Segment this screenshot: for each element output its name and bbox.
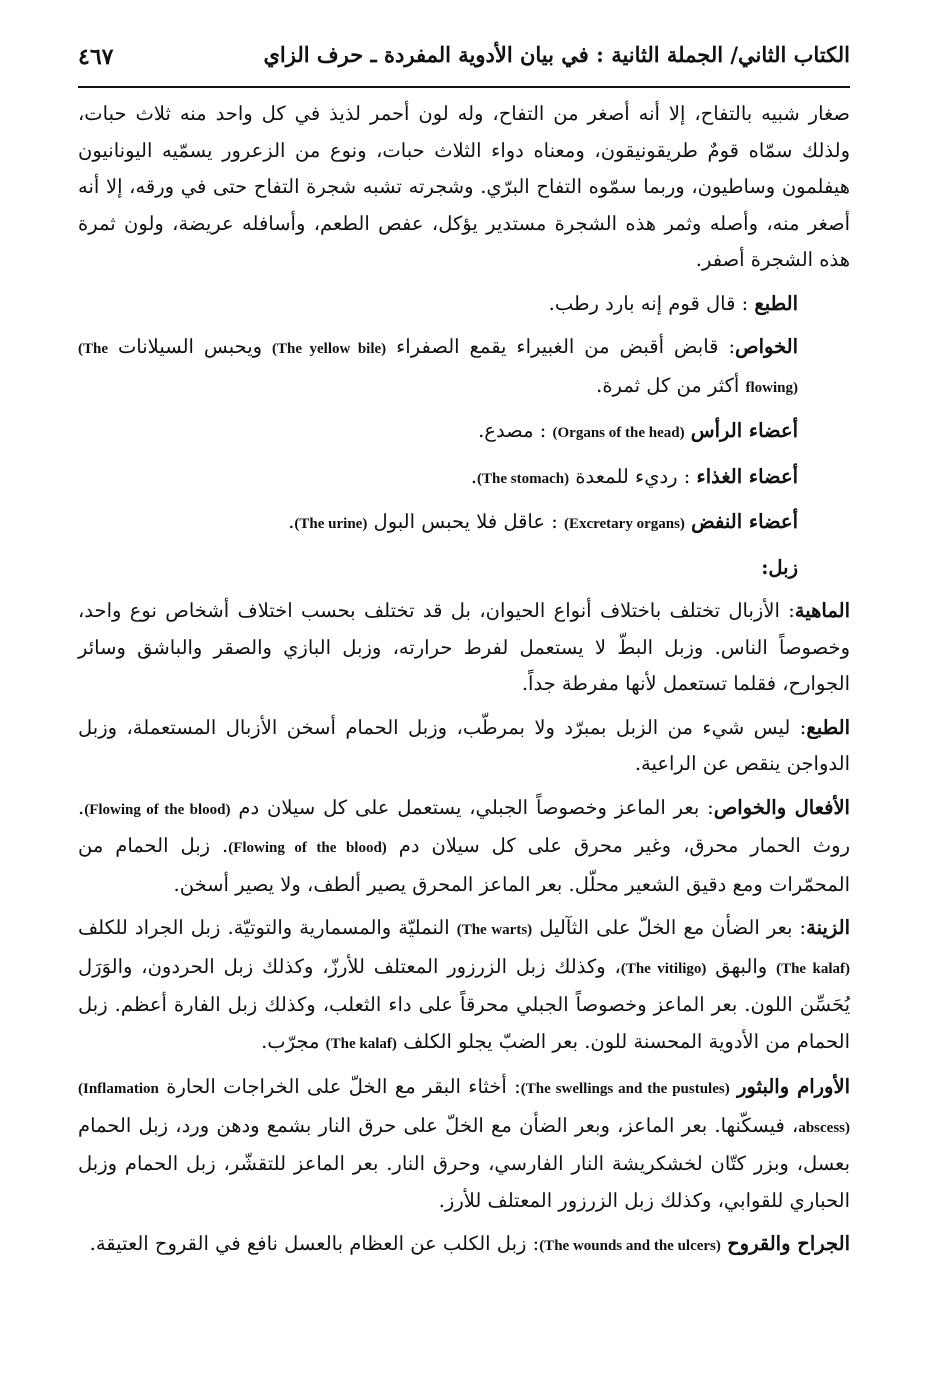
paragraph-essence [78,593,850,703]
entry-term: الماهية [794,599,850,622]
paragraph-text: النمليّة والمسمارية والتوتيّة. زبل الجراد للكلف [78,916,450,939]
paragraph-text: : قال قوم إنه بارد رطب. [548,291,749,315]
paragraph-excretory-organs [78,504,850,543]
running-title: الكتاب الثاني/ الجملة الثانية : في بيان الأدوية المفردة ـ حرف الزاي [263,42,850,67]
entry-term: أعضاء النفض [691,510,798,533]
entry-term: الأفعال والخواص [713,795,850,819]
english-gloss: (The wounds and the ulcers) [539,1238,721,1254]
entry-term: الطبع [754,291,798,315]
paragraph-wounds [78,1226,850,1265]
paragraph-nature [78,286,850,323]
paragraph-description [78,96,850,279]
paragraph-text: . [288,510,295,533]
paragraph-text: . [470,464,478,488]
paragraph-text: ويحبس السيلانات [117,335,263,358]
english-gloss: (Flowing of the blood) [84,801,231,818]
paragraph-text: : بعر الضأن مع الخلّ على الثآليل [539,916,807,939]
english-gloss: (Excretary organs) [563,516,685,532]
entry-term: أعضاء الغذاء [696,464,798,488]
page-number: ٤٦٧ [78,44,114,70]
paragraph-text: مجرّب. [261,1029,320,1053]
paragraph-text: : رديء للمعدة [575,464,691,488]
english-gloss: (The swellings and the pustules) [520,1081,730,1097]
paragraph-text: . روث الحمار محرق، وغير محرق على كل سيلان دم [78,795,850,857]
entry-heading: زبل: [761,555,798,579]
english-gloss: (The kalaf) [325,1035,397,1052]
paragraph-text: أكثر من كل ثمرة. [596,373,740,397]
entry-term: الجراح والقروح [727,1232,850,1255]
paragraph-text: صغار شبيه بالتفاح، إلا أنه أصغر من التفاح، وله لون أحمر لذيذ في كل واحد منه ثلاث حبات، ولذلك سمّاه قومٌ طريقونيقون، ومعناه دواء الثلاث حبات، ونوع من الزعرور يسمّيه اليونانيون هيفلمون وساطيون، وربما سمّوه التفاح البرّي. وشجرته تشبه شجرة التفاح حتى في ورقه، إلا أنه أصغر منه، وأصله وثمر هذه الشجرة مستدير يؤكل، عفص الطعم، وأسافله عريضة، ولون ثمرة هذه الشجرة أصفر. [78,102,850,271]
paragraph-text: : قابض أقبض من الغبيراء يقمع الصفراء [396,335,736,358]
paragraph-text: والبهق [715,954,768,978]
paragraph-text: : أخثاء البقر مع الخلّ على الخراجات الحارة [166,1075,521,1098]
book-page [78,38,850,1373]
paragraph-text: ، فيسكّنها. بعر الماعز، وبعر الضأن مع الخلّ على حرق النار بشمع ودهن ورد، زبل الحمام بعسل، وبزر كتّان لخشكريشة النار الفارسي، وحرق النار. بعر الماعز للتقشّر، زبل الحمام وزبل الحباري للقوابي، وكذلك زبل الزرزور المعتلف للأرز. [78,1113,850,1212]
english-gloss: (The flowing) [78,341,798,396]
paragraph-text: : ليس شيء من الزبل بمبرّد ولا بمرطّب، وزبل الحمام أسخن الأزبال المستعملة، وزبل الدواجن ينقص عن الراعية. [78,715,850,775]
paragraph-nutrition-organs [78,459,850,498]
entry-term: أعضاء الرأس [690,419,798,442]
paragraph-text: . زبل الحمام من المحمّرات ومع دقيق الشعير محلّل. بعر الماعز المحرق يصير ألطف، ولا يصير أسخن. [78,834,850,896]
paragraph-cosmetics [78,910,850,1062]
english-gloss: (Organs of the head) [552,425,685,441]
english-gloss: (The vitiligo) [620,960,707,977]
paragraph-text: : الأزبال تختلف باختلاف أنواع الحيوان، بل قد تختلف بحسب اختلاف أشخاص نوع واحد، وخصوصاً الناس. وزبل البطّ لا يستعمل لفرط حرارته، وزبل البازي والصقر والباشق وسائر الجوارح، فقلما تستعمل لأنها مفرطة جداً. [78,599,850,695]
paragraph-text: : زبل الكلب عن العظام بالعسل نافع في القروح العتيقة. [89,1232,540,1255]
english-gloss: (The yellow bile) [272,341,387,357]
english-gloss: (The stomach) [477,470,570,487]
page-body [78,88,850,1265]
english-gloss: (The kalaf) [776,960,850,977]
entry-heading-zibl [78,550,850,587]
english-gloss: (The urine) [294,516,368,532]
entry-term: الخواص [735,335,799,358]
paragraph-nature-2 [78,710,850,783]
english-gloss: (Inflamation abscess) [78,1081,850,1136]
paragraph-text: : بعر الماعز وخصوصاً الجبلي، يستعمل على كل سيلان دم [238,795,714,819]
paragraph-text: : عاقل فلا يحبس البول [373,510,558,533]
paragraph-head-organs [78,413,850,452]
paragraph-text: ، وكذلك زبل الزرزور المعتلف للأرزّ، وكذلك زبل الحردون، والوَرَل يُحَسِّن اللون. بعر الماعز وخصوصاً الجبلي محرقاً على داء الثعلب، وكذلك زبل الفارة أعظم. زبل الحمام من الأدوية المحسنة للون. بعر الضبّ يجلو الكلف [78,954,850,1053]
paragraph-actions [78,790,850,904]
paragraph-swellings [78,1069,850,1219]
english-gloss: (The warts) [456,922,533,938]
paragraph-properties [78,329,850,406]
entry-term: الزينة [806,916,851,939]
entry-term: الطبع [806,715,850,739]
page-header [78,38,850,88]
entry-term: الأورام والبثور [737,1075,850,1098]
english-gloss: (Flowing of the blood) [228,840,387,856]
paragraph-text: : مصدع. [478,419,547,442]
